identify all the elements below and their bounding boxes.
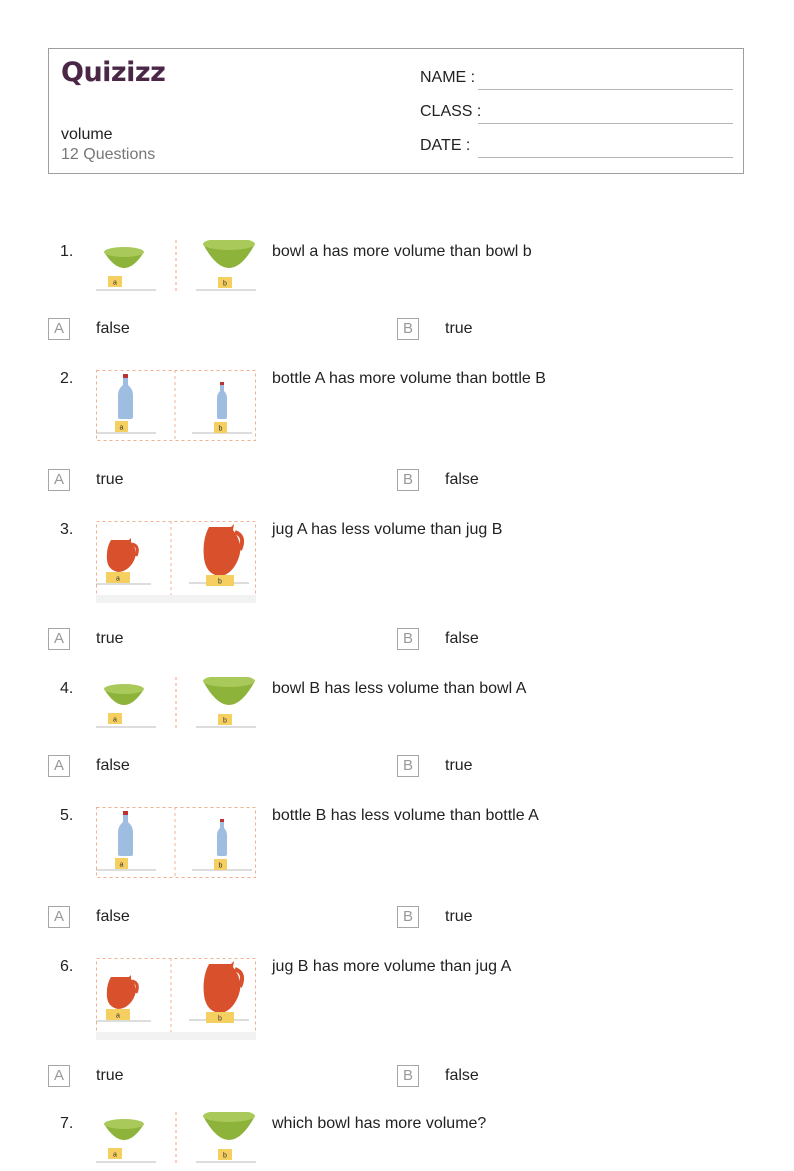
date-field[interactable] [478, 157, 733, 158]
question-number: 3. [60, 521, 74, 538]
option-b-text[interactable]: false [445, 630, 479, 647]
jug-a-label: a [116, 1012, 120, 1020]
question-number: 2. [60, 370, 74, 387]
jug-b-label: b [218, 1015, 222, 1023]
option-a-text[interactable]: true [96, 1067, 124, 1084]
option-a-text[interactable]: false [96, 908, 130, 925]
option-b-letter[interactable]: B [397, 469, 419, 491]
option-b-text[interactable]: true [445, 908, 473, 925]
option-a-letter[interactable]: A [48, 628, 70, 650]
question-image-bowls [96, 240, 256, 299]
date-label: DATE : [420, 137, 471, 154]
bottle-a-label: a [119, 861, 124, 869]
option-b-letter[interactable]: B [397, 628, 419, 650]
question-text: jug B has more volume than jug A [272, 958, 512, 975]
option-a-letter[interactable]: A [48, 318, 70, 340]
option-a-text[interactable]: true [96, 471, 124, 488]
question-text: bowl B has less volume than bowl A [272, 680, 527, 697]
worksheet-header [48, 48, 744, 174]
bowl-a-label: a [113, 716, 117, 724]
name-label: NAME : [420, 69, 476, 86]
option-a-text[interactable]: false [96, 757, 130, 774]
name-field[interactable] [478, 89, 733, 90]
question-text: bottle A has more volume than bottle B [272, 370, 546, 387]
option-a-letter[interactable]: A [48, 469, 70, 491]
option-b-letter[interactable]: B [397, 906, 419, 928]
bowl-b-label: b [223, 280, 227, 288]
question-image-bottles [96, 804, 256, 883]
option-b-text[interactable]: true [445, 320, 473, 337]
question-number: 1. [60, 243, 74, 260]
bottle-a-label: a [119, 424, 124, 432]
bottle-b-label: b [218, 862, 223, 870]
question-image-jugs [96, 955, 256, 1044]
question-image-bowls [96, 677, 256, 736]
option-b-letter[interactable]: B [397, 318, 419, 340]
option-b-text[interactable]: true [445, 757, 473, 774]
jug-a-label: a [116, 575, 120, 583]
question-number: 4. [60, 680, 74, 697]
bowl-b-label: b [223, 1152, 227, 1160]
option-b-letter[interactable]: B [397, 1065, 419, 1087]
question-text: bottle B has less volume than bottle A [272, 807, 539, 824]
bottle-b-label: b [218, 425, 223, 433]
class-label: CLASS : [420, 103, 482, 120]
question-number: 5. [60, 807, 74, 824]
option-a-text[interactable]: true [96, 630, 124, 647]
option-a-text[interactable]: false [96, 320, 130, 337]
class-field[interactable] [478, 123, 733, 124]
worksheet-title: volume [61, 126, 113, 143]
question-image-bottles [96, 367, 256, 446]
bowl-a-label: a [113, 279, 117, 287]
option-b-letter[interactable]: B [397, 755, 419, 777]
jug-b-label: b [218, 578, 222, 586]
question-text: bowl a has more volume than bowl b [272, 243, 532, 260]
option-b-text[interactable]: false [445, 1067, 479, 1084]
bowl-b-label: b [223, 717, 227, 725]
question-text: jug A has less volume than jug B [272, 521, 503, 538]
question-number: 7. [60, 1115, 74, 1132]
option-a-letter[interactable]: A [48, 755, 70, 777]
option-a-letter[interactable]: A [48, 906, 70, 928]
question-count: 12 Questions [61, 146, 156, 163]
question-text: which bowl has more volume? [272, 1115, 487, 1132]
question-image-bowls [96, 1112, 256, 1171]
quizizz-logo: Quizizz [61, 57, 166, 88]
option-a-letter[interactable]: A [48, 1065, 70, 1087]
bowl-a-label: a [113, 1151, 117, 1159]
question-number: 6. [60, 958, 74, 975]
option-b-text[interactable]: false [445, 471, 479, 488]
question-image-jugs [96, 518, 256, 607]
